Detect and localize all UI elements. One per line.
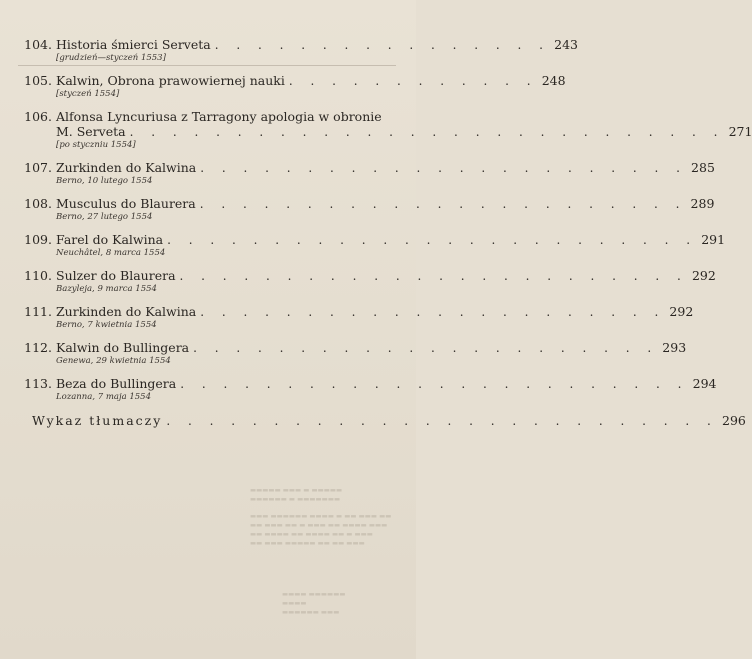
entry-page: 271: [728, 124, 752, 139]
entry-subtitle: [grudzień—styczeń 1553]: [56, 53, 166, 63]
leader-dots: . . . . . . . . . . . .: [288, 74, 538, 88]
leader-dots: . . . . . . . . . . . . . . . . . . . . . . . . .: [167, 233, 698, 247]
entry-subtitle: Berno, 10 lutego 1554: [56, 176, 153, 186]
entry-page: 292: [691, 268, 716, 283]
entry-page: 243: [554, 37, 578, 52]
toc-entry: [18, 232, 726, 259]
toc-entry: [18, 160, 715, 187]
entry-page: 248: [541, 73, 566, 88]
leader-dots: . . . . . . . . . . . . . . . . . . . . . .: [193, 341, 659, 355]
entry-subtitle: Berno, 27 lutego 1554: [56, 212, 153, 222]
entry-subtitle: Berno, 7 kwietnia 1554: [56, 320, 157, 330]
toc-entry: [18, 109, 752, 151]
bleed-through-text: ▬▬▬▬ ▬▬▬▬▬▬ ▬▬▬▬ ▬▬▬▬▬▬ ▬▬▬: [282, 590, 346, 616]
table-of-contents: [18, 37, 752, 432]
entry-title: Kalwin do Bullingera: [56, 340, 190, 355]
entry-title: Wykaz tłumaczy: [32, 413, 163, 428]
entry-number: 107.: [24, 160, 52, 175]
entry-number: 108.: [24, 196, 52, 211]
entry-page: 293: [662, 340, 687, 355]
leader-dots: . . . . . . . . . . . . . . . . . . . . . . . .: [180, 377, 689, 391]
entry-subtitle: [styczeń 1554]: [56, 89, 120, 99]
toc-entry-translators: [18, 413, 746, 429]
entry-page: 296: [722, 413, 746, 428]
leader-dots: . . . . . . . . . . . . . . . . . . . . . . . . . . . .: [129, 125, 725, 139]
entry-title: Musculus do Blaurera: [56, 196, 196, 211]
toc-entry: [18, 37, 578, 64]
entry-number: 106.: [24, 109, 52, 124]
divider: [18, 65, 396, 66]
entry-title: Zurkinden do Kalwina: [56, 160, 197, 175]
entry-page: 289: [690, 196, 715, 211]
entry-title: Historia śmierci Serveta: [56, 37, 211, 52]
leader-dots: . . . . . . . . . . . . . . . . . . . . . .: [200, 305, 666, 319]
entry-number: 110.: [24, 268, 52, 283]
leader-dots: . . . . . . . . . . . . . . . . . . . . . . .: [200, 161, 687, 175]
leader-dots: . . . . . . . . . . . . . . . .: [214, 38, 550, 52]
entry-subtitle: Neuchâtel, 8 marca 1554: [56, 248, 166, 258]
entry-page: 294: [692, 376, 717, 391]
bleed-through-text: ▬▬▬▬▬ ▬▬▬ ▬ ▬▬▬▬▬ ▬▬▬▬▬▬ ▬ ▬▬▬▬▬▬▬: [250, 486, 343, 503]
leader-dots: . . . . . . . . . . . . . . . . . . . . . . . .: [179, 269, 688, 283]
entry-number: 104.: [24, 37, 52, 52]
entry-page: 292: [669, 304, 694, 319]
entry-title: Beza do Bullingera: [56, 376, 177, 391]
entry-title-continued: M. Serveta: [56, 124, 126, 139]
toc-entry: [18, 376, 717, 403]
entry-subtitle: Lozanna, 7 maja 1554: [56, 392, 152, 402]
entry-subtitle: Genewa, 29 kwietnia 1554: [56, 356, 171, 366]
entry-title: Kalwin, Obrona prawowiernej nauki: [56, 73, 285, 88]
entry-number: 112.: [24, 340, 52, 355]
leader-dots: . . . . . . . . . . . . . . . . . . . . . . .: [199, 197, 687, 211]
toc-entry: [18, 340, 687, 367]
toc-entry: [18, 196, 715, 223]
entry-page: 285: [691, 160, 715, 175]
entry-title: Zurkinden do Kalwina: [56, 304, 197, 319]
entry-page: 291: [701, 232, 726, 247]
entry-subtitle: Bazyleja, 9 marca 1554: [56, 284, 157, 294]
entry-subtitle: [po styczniu 1554]: [56, 140, 136, 150]
bleed-through-text: ▬▬▬ ▬▬▬▬▬▬ ▬▬▬▬ ▬ ▬▬ ▬▬▬ ▬▬ ▬▬ ▬▬▬ ▬▬ ▬ ▬▬▬ ▬▬ ▬▬▬▬ ▬▬▬ ▬▬ ▬▬▬▬ ▬▬ ▬▬▬▬ ▬▬ ▬ ▬▬▬ ▬▬ ▬▬▬ ▬▬▬▬▬ ▬▬ ▬▬ ▬▬▬: [250, 512, 392, 547]
leader-dots: . . . . . . . . . . . . . . . . . . . . . . . . . .: [166, 414, 718, 428]
entry-number: 105.: [24, 73, 52, 88]
entry-number: 111.: [24, 304, 52, 319]
toc-entry: [18, 73, 566, 100]
entry-title: Alfonsa Lyncuriusa z Tarragony apologia w obronie: [56, 109, 382, 124]
toc-entry: [18, 304, 694, 331]
toc-entry: [18, 268, 716, 295]
entry-number: 113.: [24, 376, 52, 391]
entry-title: Farel do Kalwina: [56, 232, 164, 247]
entry-title: Sulzer do Blaurera: [56, 268, 176, 283]
entry-number: 109.: [24, 232, 52, 247]
